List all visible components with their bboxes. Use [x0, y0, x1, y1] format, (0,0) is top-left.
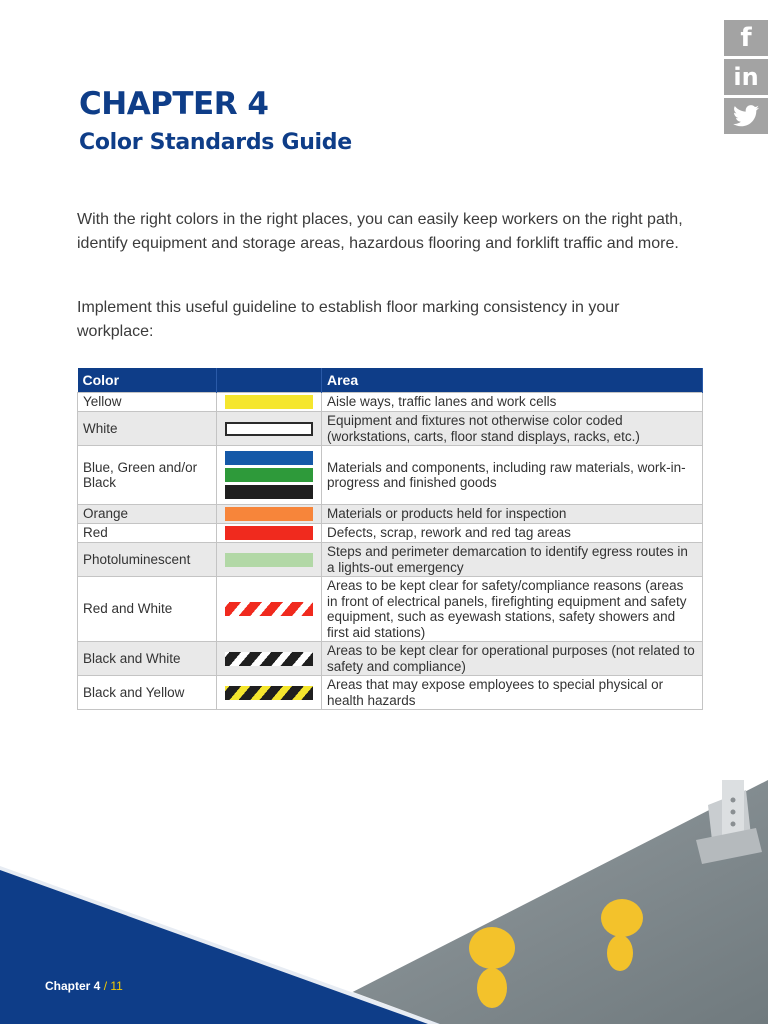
- instruction-paragraph: Implement this useful guideline to establish floor marking consistency in your workplace:: [77, 299, 620, 340]
- area-description-cell: Aisle ways, traffic lanes and work cells: [322, 393, 703, 412]
- linkedin-icon: in: [733, 63, 759, 91]
- color-name-cell: White: [78, 412, 217, 446]
- color-name-cell: Photoluminescent: [78, 543, 217, 577]
- color-name-cell: Red: [78, 524, 217, 543]
- header-area: Area: [322, 368, 703, 393]
- area-description-cell: Defects, scrap, rework and red tag areas: [322, 524, 703, 543]
- header-color: Color: [78, 368, 217, 393]
- footer-separator: /: [100, 979, 111, 993]
- page-number: 11: [110, 979, 123, 993]
- area-description-cell: Materials or products held for inspection: [322, 505, 703, 524]
- color-name-cell: Black and White: [78, 642, 217, 676]
- intro-paragraph: With the right colors in the right places, you can easily keep workers on the right path, identify equipment and storage areas, hazardous flooring and forklift traffic and more.: [77, 211, 683, 252]
- footer-chapter: Chapter 4: [45, 979, 101, 993]
- area-description-cell: Areas to be kept clear for safety/compliance reasons (areas in front of electrical panels, firefighting equipment and safety equipment, such as eyewash stations, safety showers and first aid stations): [322, 577, 703, 642]
- area-description-cell: Equipment and fixtures not otherwise color coded (workstations, carts, floor stand displays, racks, etc.): [322, 412, 703, 446]
- facebook-icon: f: [740, 23, 752, 53]
- color-name-cell: Red and White: [78, 577, 217, 642]
- page-subtitle: Color Standards Guide: [79, 130, 352, 155]
- area-description-cell: Areas that may expose employees to special physical or health hazards: [322, 676, 703, 710]
- area-description-cell: Steps and perimeter demarcation to identify egress routes in a lights-out emergency: [322, 543, 703, 577]
- chapter-title: CHAPTER 4: [79, 86, 269, 122]
- color-name-cell: Blue, Green and/or Black: [78, 446, 217, 505]
- color-name-cell: Orange: [78, 505, 217, 524]
- color-name-cell: Yellow: [78, 393, 217, 412]
- floor-photo: [290, 780, 768, 1024]
- area-description-cell: Materials and components, including raw materials, work-in-progress and finished goods: [322, 446, 703, 505]
- page-footer: [45, 979, 123, 993]
- area-description-cell: Areas to be kept clear for operational purposes (not related to safety and compliance): [322, 642, 703, 676]
- color-name-cell: Black and Yellow: [78, 676, 217, 710]
